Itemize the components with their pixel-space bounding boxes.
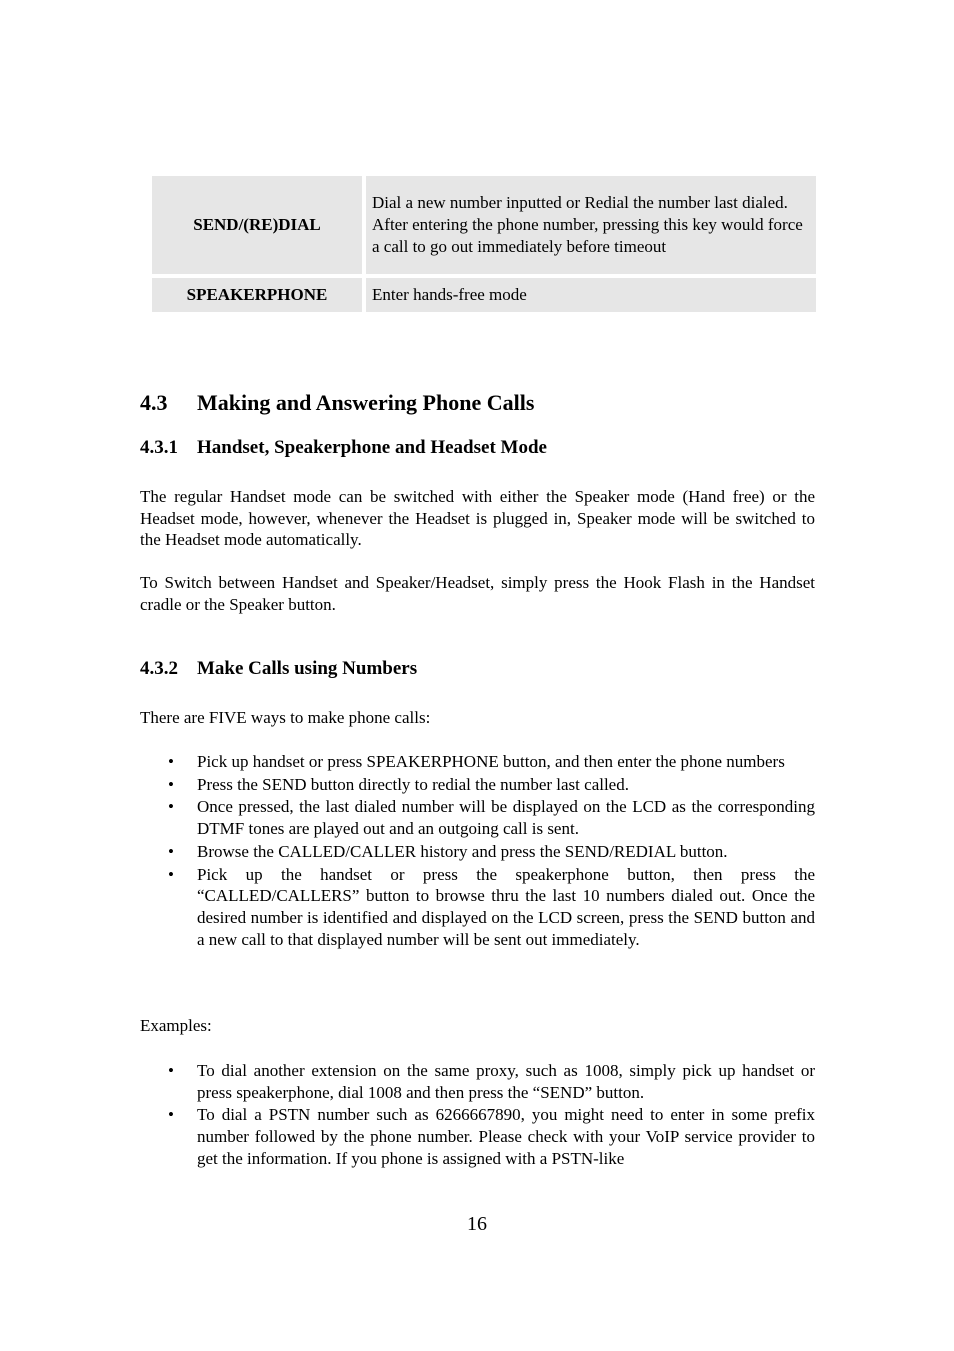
list-item: • To dial a PSTN number such as 6266667890, you might need to enter in some prefix number followed by the phone number. Please check with your VoIP service provider to get the information. If you phone is assigned with a PSTN-like [168,1105,815,1168]
key-description: Dial a new number inputted or Redial the number last dialed. After entering the phone number, pressing this key would force a call to go out immediately before timeout [366,176,816,274]
section-number: 4.3 [140,390,168,415]
key-name: SEND/(RE)DIAL [152,176,362,274]
bullet-glyph: • [168,864,174,884]
key-description: Enter hands-free mode [366,278,816,312]
bullet-glyph: • [168,1105,174,1125]
paragraph: The regular Handset mode can be switched with either the Speaker mode (Hand free) or the Headset mode, however, whenever the Headset is plugged in, Speaker mode will be switched to the Headset mode automatically. [140,487,815,550]
list-item: • Press the SEND button directly to redial the number last called. [168,774,629,794]
bullet-glyph: • [168,841,174,861]
subsection-number: 4.3.1 [140,437,178,458]
paragraph: There are FIVE ways to make phone calls: [140,708,431,727]
list-item: • Once pressed, the last dialed number will be displayed on the LCD as the corresponding DTMF tones are played out and an outgoing call is sent. [168,797,815,839]
subsection-heading [140,436,547,460]
bullet-glyph: • [168,752,174,771]
list-item: • Browse the CALLED/CALLER history and press the SEND/REDIAL button. [168,841,728,861]
key-name: SPEAKERPHONE [152,278,362,312]
bullet-glyph: • [168,1061,174,1080]
subsection-heading [140,657,417,681]
bullet-glyph: • [168,797,174,817]
key-function-table [148,172,820,316]
table-row [152,176,816,274]
bullet-glyph: • [168,774,174,794]
paragraph: To Switch between Handset and Speaker/Headset, simply press the Hook Flash in the Handset cradle or the Speaker button. [140,573,815,614]
examples-list [140,1060,815,1171]
subsection-title: Handset, Speakerphone and Headset Mode [197,437,547,458]
list-item: • Pick up handset or press SPEAKERPHONE button, and then enter the phone numbers [168,752,785,771]
subsection-title: Make Calls using Numbers [197,658,418,679]
paragraph: Examples: [140,1016,212,1035]
section-title: Making and Answering Phone Calls [197,390,535,415]
call-methods-list [140,751,815,951]
table-row [152,278,816,312]
list-item: • To dial another extension on the same proxy, such as 1008, simply pick up handset or press speakerphone, dial 1008 and then press the “SEND” button. [168,1061,815,1102]
list-item: • Pick up the handset or press the speakerphone button, then press the “CALLED/CALLERS” button to browse thru the last 10 numbers dialed out. Once the desired number is identified and displayed on the LCD screen, press the SEND button and a new call to that displayed number will be sent out immediately. [168,864,815,949]
section-heading [140,390,534,416]
page-number: 16 [467,1213,487,1235]
subsection-number: 4.3.2 [140,658,178,679]
